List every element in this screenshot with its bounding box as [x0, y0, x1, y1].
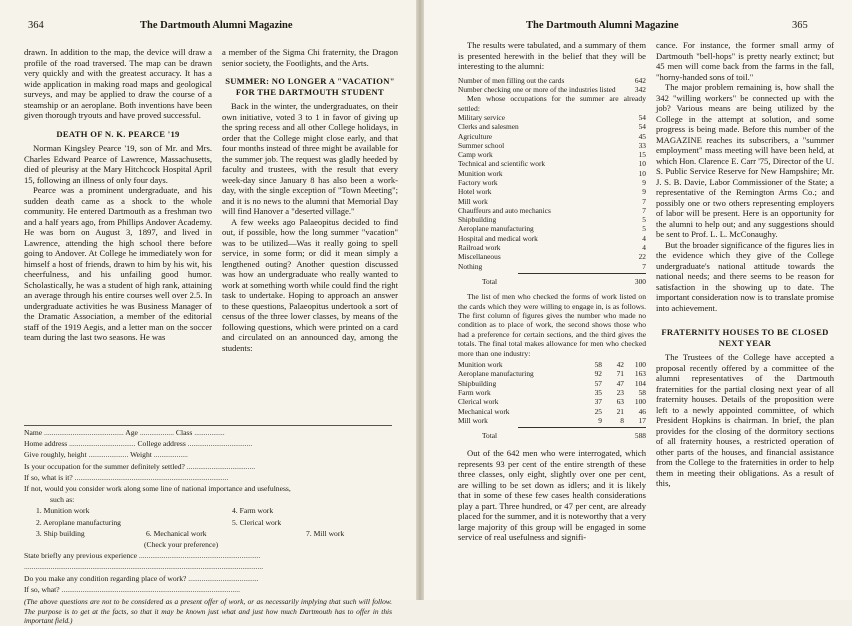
paragraph: The results were tabulated, and a summary of them is presented herewith in the belief that they will be interesting to the alumni: [458, 40, 646, 71]
table-row [458, 243, 646, 252]
row-value: 54 [638, 112, 646, 122]
table-row [458, 206, 646, 215]
industries-table [458, 360, 646, 425]
row-label: Summer school [458, 140, 505, 150]
paragraph: Pearce was a prominent undergraduate, and his sudden death came as a shock to the whole community. He entered Dartmouth as a freshman two and a half years ago, from Phillips Andover Academy. He was born on August 3, 1897, and lived in Lawrence, attending the high school there before going to Andover. At College he immediately won for himself a host of friends, drawn to him by his wit, his cheerfulness, and his unfailing good humor. Scholastically, he was a student of high rank, attaining an average through his entire courses well over 2.5. In undergraduate activities he was Business Manager of the Dramatic Association, a member of the editorial staff of the 1919 Aegis, and a letter man on the soccer team during the last two seasons. He was [24, 185, 212, 342]
census-form [24, 425, 392, 626]
paragraph: A few weeks ago Palaeopitus decided to find out, if possible, how the long summer "vacation" was to be utilized—Was it really going to spell service, in some form; or did it mean simply a lengthened outing? Another question discussed was how an undergraduate who really wanted to work at something worth while could find the right task to undertake. Hoping to approach an answer to these questions, Palaeopitus undertook a sort of census of the three lower classes, by means of the following questions, which were printed on a card and circulated on an announced day, among the students: [222, 216, 398, 353]
row-label: Clerks and salesmen [458, 122, 519, 132]
row-value: 7 [642, 196, 646, 206]
row-label: Mechanical work [458, 406, 510, 416]
table-row [458, 252, 646, 261]
row-value: 5 [642, 224, 646, 234]
row-label: Camp work [458, 150, 493, 160]
table-row [458, 76, 646, 85]
row-label: Railroad work [458, 243, 501, 253]
left-page [0, 0, 416, 626]
table-row [458, 150, 646, 159]
row-label: Munition work [458, 168, 503, 178]
table-row [458, 132, 646, 141]
row-value: 46 [638, 406, 646, 416]
row-value: 37 [594, 397, 602, 407]
form-line: Home address ................................... College address .................................. [24, 439, 253, 449]
fraternity-heading: FRATERNITY HOUSES TO BE CLOSED NEXT YEAR [661, 327, 829, 348]
right-column-2 [656, 40, 834, 489]
row-value: 10 [638, 168, 646, 178]
row-label: Hospital and medical work [458, 233, 538, 243]
row-label: Nothing [458, 261, 483, 271]
table-row [458, 141, 646, 150]
row-value: 54 [638, 122, 646, 132]
row-value: 15 [638, 150, 646, 160]
right-running-head: The Dartmouth Alumni Magazine [526, 20, 679, 31]
paragraph: But the broader significance of the figures lies in the evidence which they give of the College undergraduate's national attitude towards the national needs; and there seems to be reason for satisfaction in the showing up to date. The important consideration now is to translate promise into achievement. [656, 239, 834, 313]
form-options-row: 2. Aeroplane manufacturing 5. Clerical work [36, 517, 282, 527]
row-label: Factory work [458, 177, 498, 187]
table-row [458, 379, 646, 388]
form-line: such as: [50, 495, 75, 505]
row-value: 100 [634, 360, 646, 370]
right-page-number: 365 [792, 20, 808, 31]
left-column-2 [222, 47, 398, 353]
row-value: 8 [620, 415, 624, 425]
row-value: 35 [594, 387, 602, 397]
row-label: Military service [458, 112, 505, 122]
row-label: Shipbuilding [458, 215, 497, 225]
row-value: 9 [598, 415, 602, 425]
row-label: Munition work [458, 360, 503, 370]
row-value: 4 [642, 243, 646, 253]
row-value: 4 [642, 233, 646, 243]
table-row [458, 360, 646, 369]
occupations-note: Men whose occupations for the summer are already settled: [458, 94, 646, 113]
row-value: 5 [642, 215, 646, 225]
table-row [458, 122, 646, 131]
row-value: 7 [642, 261, 646, 271]
row-value: 642 [634, 75, 646, 85]
table-row [458, 197, 646, 206]
row-label: Chauffeurs and auto mechanics [458, 205, 551, 215]
row-value: 163 [634, 369, 646, 379]
form-options-row: 1. Munition work 4. Farm work [36, 506, 274, 516]
row-label: Miscellaneous [458, 252, 501, 262]
left-column-1 [24, 47, 212, 343]
row-label: Aeroplane manufacturing [458, 369, 534, 379]
table-rule [518, 273, 646, 274]
table-row [458, 159, 646, 168]
row-value: 17 [638, 415, 646, 425]
summer-heading: SUMMER: NO LONGER A "VACATION" FOR THE DARTMOUTH STUDENT [225, 76, 395, 97]
row-label: Shipbuilding [458, 378, 497, 388]
row-value: 100 [634, 397, 646, 407]
row-label: Mill work [458, 415, 488, 425]
form-line: Name .......................................... Age .................. Class ................ [24, 428, 225, 437]
row-value: 104 [634, 378, 646, 388]
table-row [458, 178, 646, 187]
book-gutter [416, 0, 424, 600]
row-value: 63 [616, 397, 624, 407]
paragraph: a member of the Sigma Chi fraternity, the Dragon senior society, the Footlights, and the Arts. [222, 47, 398, 68]
table-row [458, 169, 646, 178]
form-options-row: 3. Ship building 6. Mechanical work 7. Mill work [36, 528, 345, 538]
paragraph: Back in the winter, the undergraduates, on their own initiative, voted 3 to 1 in favor of giving up the spring recess and all other College holidays, in order that the College might close early, and that four months instead of three might be available for the summer job. The request was gladly heeded by faculty and trustees, with the result that every week-day since January 8 has also been a work-day, with the single exception of "Town Meeting"; and it is no news to the alumni that Memorial Day will find Hanover a "deserted village." [222, 101, 398, 216]
table-rule [518, 427, 646, 428]
left-page-number: 364 [28, 20, 44, 31]
right-column-1 [458, 40, 646, 543]
row-value: 71 [616, 369, 624, 379]
paragraph: The major problem remaining is, how shall the 342 "willing workers" be connected up with the job? Various means are being utilized by the College in the attempt at solution, and some progress is being made. Before this number of the MAGAZINE reaches its subscribers, a "summer employment" mass meeting will have been held, at which Hon. Clarence E. Carr '75, Director of the U. S. Public Service Reserve for New Hampshire; Mr. J. S. B. Davie, Labor Commissioner of the State; a representative of the Remington Arms Co.; and possibly one or two others representing employers of labor will be present. Here is an opportunity for the alumni to help out; and any suggestions should be sent to Prof. L. L. McConaughy. [656, 82, 834, 239]
form-line: If so, what is it? ................................................................................. [24, 472, 229, 482]
row-value: 57 [594, 378, 602, 388]
row-label: Number of men filling out the cards [458, 75, 565, 85]
paragraph: The Trustees of the College have accepted a proposal recently offered by a committee of the alumni representatives of the Dartmouth fraternities for the partial closing next year of all fraternity houses. Details of the proposition were left to a newly appointed committee, of which President Hopkins is chairman. In brief, the plan provides for the closing of the dormitory sections of all fraternity houses, a restricted operation of other parts of the houses, and financial assistance from the College to the fraternities in order to help them in meeting their obligations. As a result of this, [656, 352, 834, 488]
row-value: 92 [594, 369, 602, 379]
table-row [458, 388, 646, 397]
table-row [458, 85, 646, 94]
row-value: 21 [616, 406, 624, 416]
row-value: 47 [616, 378, 624, 388]
row-value: 342 [634, 84, 646, 94]
form-note: (The above questions are not to be considered as a present offer of work, or as necessarily implying that such will follow. The purpose is to get at the facts, so that it may be known just what and just how much Dartmouth has to offer in this important field.) [24, 597, 392, 626]
list-explanation: The list of men who checked the forms of work listed on the cards which they were willing to engage in, is as follows. The first column of figures gives the number who made no condition as to place of work, the second shows those who had a preference for certain sections, and the third gives the totals. The final total makes allowance for men who checked more than one industry: [458, 292, 646, 358]
row-value: 7 [642, 205, 646, 215]
table-row [458, 234, 646, 243]
row-value: 9 [642, 187, 646, 197]
form-line: Do you make any condition regarding place of work? ..................................... [24, 573, 259, 583]
table-row [458, 407, 646, 416]
occupations-table [458, 113, 646, 271]
table-row [458, 397, 646, 406]
row-value: 58 [638, 387, 646, 397]
row-label: Aeroplane manufacturing [458, 224, 534, 234]
table-row [458, 262, 646, 271]
row-value: 9 [642, 177, 646, 187]
row-label: Technical and scientific work [458, 159, 546, 169]
row-value: 22 [638, 252, 646, 262]
table-row [458, 224, 646, 233]
row-label: Clerical work [458, 397, 499, 407]
table-row [458, 113, 646, 122]
table-row [458, 187, 646, 196]
row-label: Hotel work [458, 187, 492, 197]
form-line: Give roughly, height ..................... Weight .................. [24, 450, 188, 460]
left-running-head: The Dartmouth Alumni Magazine [140, 20, 293, 31]
form-line: (Check your preference) [144, 540, 219, 550]
industries-total: Total 588 [482, 431, 646, 441]
row-value: 45 [638, 131, 646, 141]
row-label: Number checking one or more of the industries listed [458, 84, 616, 94]
paragraph: cance. For instance, the former small army of Dartmouth "bell-hops" is pretty nearly extinct; but 45 men will come back from the farms in the fall, "horny-handed sons of toil." [656, 40, 834, 82]
row-label: Farm work [458, 387, 491, 397]
row-value: 10 [638, 159, 646, 169]
summary-table [458, 76, 646, 95]
form-line: State briefly any previous experience ................................................................ [24, 551, 261, 561]
row-value: 42 [616, 360, 624, 370]
row-value: 58 [594, 360, 602, 370]
form-line: Is your occupation for the summer definitely settled? .................................... [24, 461, 256, 471]
form-line: If so, what? .............................................................................................. [24, 584, 240, 594]
right-page [424, 0, 852, 600]
row-value: 33 [638, 140, 646, 150]
form-blank-line: .............................................................................................................................. [24, 562, 264, 572]
paragraph: Norman Kingsley Pearce '19, son of Mr. and Mrs. Charles Edward Pearce of Lawrence, Massachusetts, died of pleurisy at the Mary Hitchcock Hospital April 15, following an illness of only four days. [24, 143, 212, 185]
death-heading: DEATH OF N. K. PEARCE '19 [56, 128, 180, 139]
occupations-total: Total 300 [482, 276, 646, 286]
row-value: 23 [616, 387, 624, 397]
row-value: 25 [594, 406, 602, 416]
table-row [458, 369, 646, 378]
row-label: Agriculture [458, 131, 493, 141]
paragraph: Out of the 642 men who were interrogated, which represents 93 per cent of the entire strength of these three classes, only eight, slightly over one per cent, are willing to be set down as idlers; and it is likely that in some of these few cases health considerations play a part. Three hundred, or 47 per cent, are already placed for the summer, and it is noteworthy that a very large majority of this group will be engaged in some service of real usefulness and signifi- [458, 448, 646, 543]
table-row [458, 416, 646, 425]
form-line: If not, would you consider work along some line of national importance and usefulness, [24, 484, 291, 494]
paragraph: drawn. In addition to the map, the device will draw a profile of the road traversed. The map can be drawn very quickly and with the greatest accuracy. It has a wide application in making road maps and geological surveys, and may be applied to draw the course of a steamship or an aeroplane. Both inventions have been given thorough tryouts and have proved successful. [24, 47, 212, 120]
row-label: Mill work [458, 196, 488, 206]
table-row [458, 215, 646, 224]
